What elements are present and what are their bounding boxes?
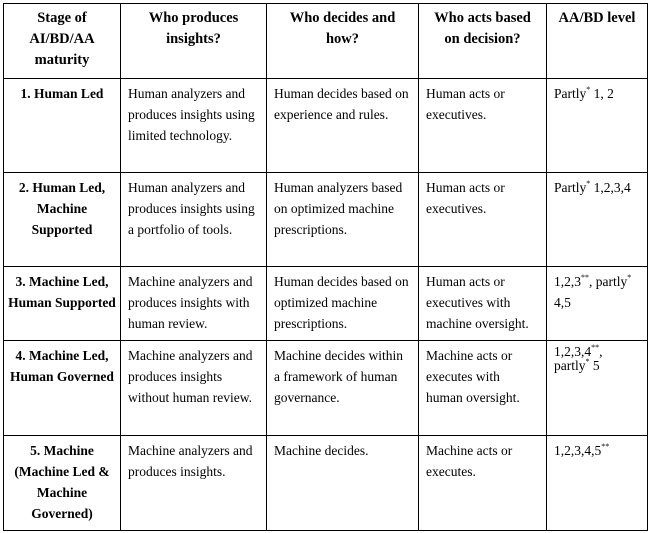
header-level: AA/BD level xyxy=(547,4,648,79)
stage-cell: 1. Human Led xyxy=(4,79,121,173)
produces-cell: Machine analyzers and produces insights with human review. xyxy=(121,267,267,341)
stage-cell: 5. Machine (Machine Led & Machine Governed) xyxy=(4,436,121,531)
acts-cell: Human acts or executives with machine oversight. xyxy=(419,267,547,341)
stage-cell: 3. Machine Led, Human Supported xyxy=(4,267,121,341)
table-row xyxy=(4,436,648,531)
table-row xyxy=(4,267,648,341)
level-cell xyxy=(547,341,648,436)
footnote-mark: ** xyxy=(581,273,589,282)
stage-cell: 2. Human Led, Machine Supported xyxy=(4,173,121,267)
level-text: , partly xyxy=(589,274,628,289)
header-produces: Who produces insights? xyxy=(121,4,267,79)
decides-cell: Machine decides within a framework of human governance. xyxy=(267,341,419,436)
decides-cell: Human decides based on optimized machine prescriptions. xyxy=(267,267,419,341)
produces-cell: Human analyzers and produces insights using limited technology. xyxy=(121,79,267,173)
produces-cell: Human analyzers and produces insights using a portfolio of tools. xyxy=(121,173,267,267)
acts-cell: Human acts or executives. xyxy=(419,173,547,267)
header-stage: Stage of AI/BD/AA maturity xyxy=(4,4,121,79)
level-cell xyxy=(547,173,648,267)
level-text: Partly xyxy=(554,86,587,101)
stage-cell: 4. Machine Led, Human Governed xyxy=(4,341,121,436)
produces-cell: Machine analyzers and produces insights. xyxy=(121,436,267,531)
footnote-mark: * xyxy=(586,85,591,94)
level-cell xyxy=(547,79,648,173)
acts-cell: Machine acts or executes with human oversight. xyxy=(419,341,547,436)
acts-cell: Machine acts or executes. xyxy=(419,436,547,531)
level-text: Partly xyxy=(554,180,587,195)
level-text: , xyxy=(599,344,603,359)
level-text: 1,2,3,4 xyxy=(590,180,631,195)
level-text: 1,2,3,4,5 xyxy=(554,443,602,458)
header-row xyxy=(4,4,648,79)
produces-cell: Machine analyzers and produces insights without human review. xyxy=(121,341,267,436)
level-text: 4,5 xyxy=(554,295,571,310)
footnote-mark: ** xyxy=(591,343,600,352)
table-row xyxy=(4,341,648,436)
level-text: partly xyxy=(554,358,586,373)
table-row xyxy=(4,173,648,267)
level-text: 1,2,3 xyxy=(554,274,581,289)
decides-cell: Human decides based on experience and rules. xyxy=(267,79,419,173)
footnote-mark: ** xyxy=(601,442,610,451)
level-text: 1,2,3,4 xyxy=(554,344,592,359)
footnote-mark: * xyxy=(627,273,632,282)
footnote-mark: * xyxy=(586,179,591,188)
footnote-mark: * xyxy=(585,357,590,366)
decides-cell: Human analyzers based on optimized machine prescriptions. xyxy=(267,173,419,267)
level-text: 5 xyxy=(589,358,600,373)
header-decides: Who decides and how? xyxy=(267,4,419,79)
header-acts: Who acts based on decision? xyxy=(419,4,547,79)
decides-cell: Machine decides. xyxy=(267,436,419,531)
level-cell xyxy=(547,267,648,341)
table-row xyxy=(4,79,648,173)
level-cell xyxy=(547,436,648,531)
maturity-table xyxy=(3,3,648,531)
acts-cell: Human acts or executives. xyxy=(419,79,547,173)
level-text: 1, 2 xyxy=(590,86,614,101)
